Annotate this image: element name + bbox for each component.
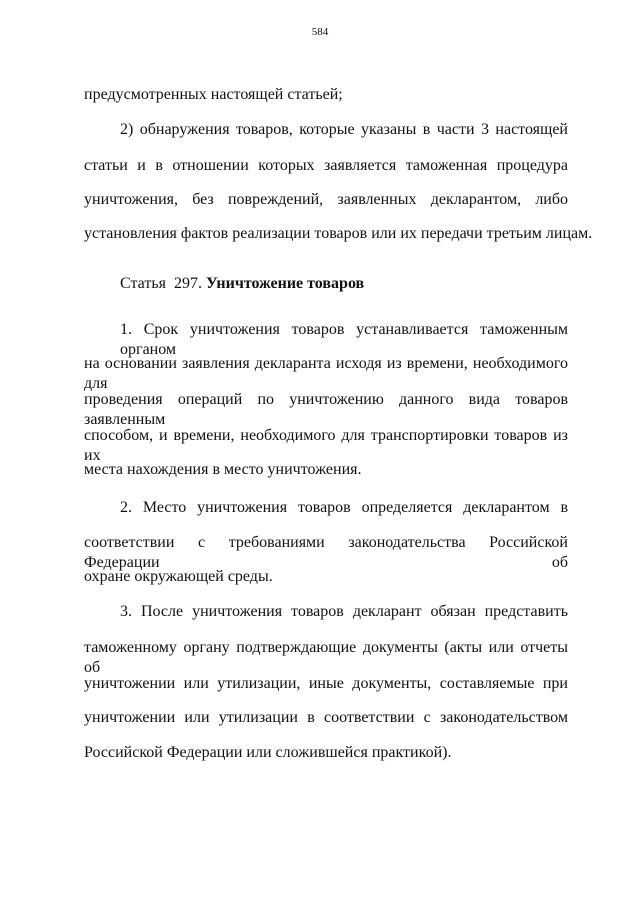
text-line: уничтожении или утилизации в соответствии с законодательством bbox=[84, 709, 568, 726]
article-title: Уничтожение товаров bbox=[205, 275, 365, 292]
text-line: на основании заявления декларанта исходя из времени, необходимого для bbox=[84, 355, 568, 392]
text-line: охране окружающей среды. bbox=[84, 568, 273, 585]
text-line: места нахождения в место уничтожения. bbox=[84, 461, 362, 478]
text-line: установления фактов реализации товаров или их передачи третьим лицам. bbox=[84, 225, 593, 242]
text-line: способом, и времени, необходимого для транспортировки товаров из их bbox=[84, 427, 568, 464]
text-line: предусмотренных настоящей статьей; bbox=[84, 86, 343, 103]
text-line: таможенному органу подтверждающие документы (акты или отчеты об bbox=[84, 639, 568, 676]
text-line: Российской Федерации или сложившейся практикой). bbox=[84, 744, 452, 761]
text-line: проведения операций по уничтожению данного вида товаров заявленным bbox=[84, 391, 568, 428]
text-line: 1. Срок уничтожения товаров устанавливается таможенным органом bbox=[120, 321, 568, 358]
text-line: статьи и в отношении которых заявляется таможенная процедура bbox=[84, 157, 568, 174]
page-number: 584 bbox=[311, 26, 329, 38]
text-line: 2. Место уничтожения товаров определяется декларантом в bbox=[120, 499, 568, 516]
text-line: 3. После уничтожения товаров декларант обязан представить bbox=[120, 603, 568, 620]
text-line: соответствии с требованиями законодательства Российской Федерации об bbox=[84, 534, 568, 571]
article-number: Статья 297. bbox=[120, 275, 202, 292]
text-line: уничтожения, без повреждений, заявленных декларантом, либо bbox=[84, 191, 568, 208]
text-line: уничтожении или утилизации, иные документы, составляемые при bbox=[84, 675, 568, 692]
article-heading bbox=[120, 274, 604, 294]
text-line: 2) обнаружения товаров, которые указаны в части 3 настоящей bbox=[120, 121, 568, 138]
